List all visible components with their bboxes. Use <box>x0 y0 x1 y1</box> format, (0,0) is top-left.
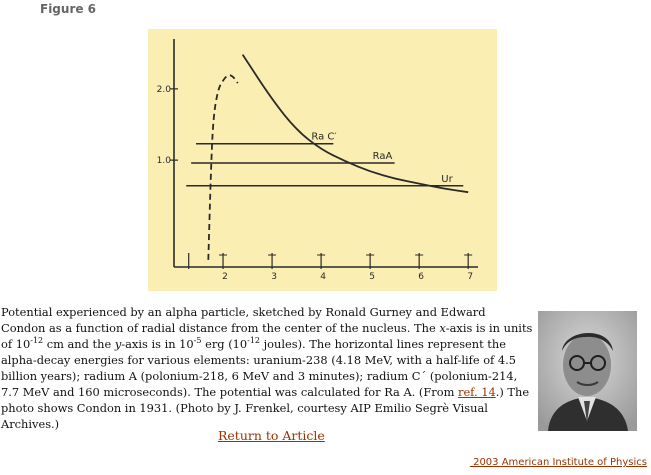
caption-text: cm and the <box>43 337 115 351</box>
nuclear-well-curve <box>208 75 237 260</box>
x-tick-label: 6 <box>418 272 425 282</box>
coulomb-potential-curve <box>243 55 469 193</box>
condon-photo <box>538 311 637 431</box>
caption-y-var: y <box>114 337 122 351</box>
figure-caption <box>1 304 533 432</box>
portrait-image <box>538 311 637 431</box>
x-tick-label: 5 <box>369 272 375 282</box>
caption-text: .) The photo shows Condon in 1931. (Photo by J. Frenkel, courtesy AIP Emilio Segrè Visual Archives.) <box>1 385 530 431</box>
chart-svg <box>148 29 497 291</box>
caption-exponent: -12 <box>30 336 44 346</box>
energy-level-label: Ra C′ <box>311 131 337 143</box>
caption-text: -axis is in 10 <box>121 337 194 351</box>
caption-exponent: -12 <box>247 336 261 346</box>
caption-text: joules). The horizontal lines represent the alpha-decay energies for various elements: uranium-238 (4.18 MeV, with a half-life of 4.5 billion years); radium A (polonium-218, 6 MeV and 3 minutes); radium C´ (polonium-214, 7.7 MeV and 160 microseconds). The potential was calculated for Ra A. (From <box>1 337 518 399</box>
caption-x-var: x <box>439 321 446 335</box>
y-tick-label: 2.0 <box>156 84 171 95</box>
return-to-article-link[interactable]: Return to Article <box>218 428 325 443</box>
x-tick-label: 2 <box>222 272 228 282</box>
caption-exponent: -5 <box>193 336 202 346</box>
caption-text: -axis is in units of 10 <box>1 321 533 351</box>
x-tick-label: 7 <box>467 272 474 282</box>
figure-title: Figure 6 <box>40 2 97 16</box>
potential-chart <box>148 29 497 291</box>
copyright-link[interactable]: 2003 American Institute of Physics <box>469 457 647 468</box>
y-tick-label: 1.0 <box>156 156 171 167</box>
caption-text: erg (10 <box>201 337 248 351</box>
x-tick-label: 4 <box>320 272 326 282</box>
caption-text: Potential experienced by an alpha particle, sketched by Ronald Gurney and Edward Condon as a function of radial distance from the center of the nucleus. The <box>1 305 486 335</box>
reference-link[interactable]: ref. 14 <box>458 385 496 399</box>
x-tick-label: 3 <box>271 272 277 282</box>
energy-level-label: Ur <box>441 173 453 185</box>
energy-level-label: RaA <box>372 150 393 162</box>
